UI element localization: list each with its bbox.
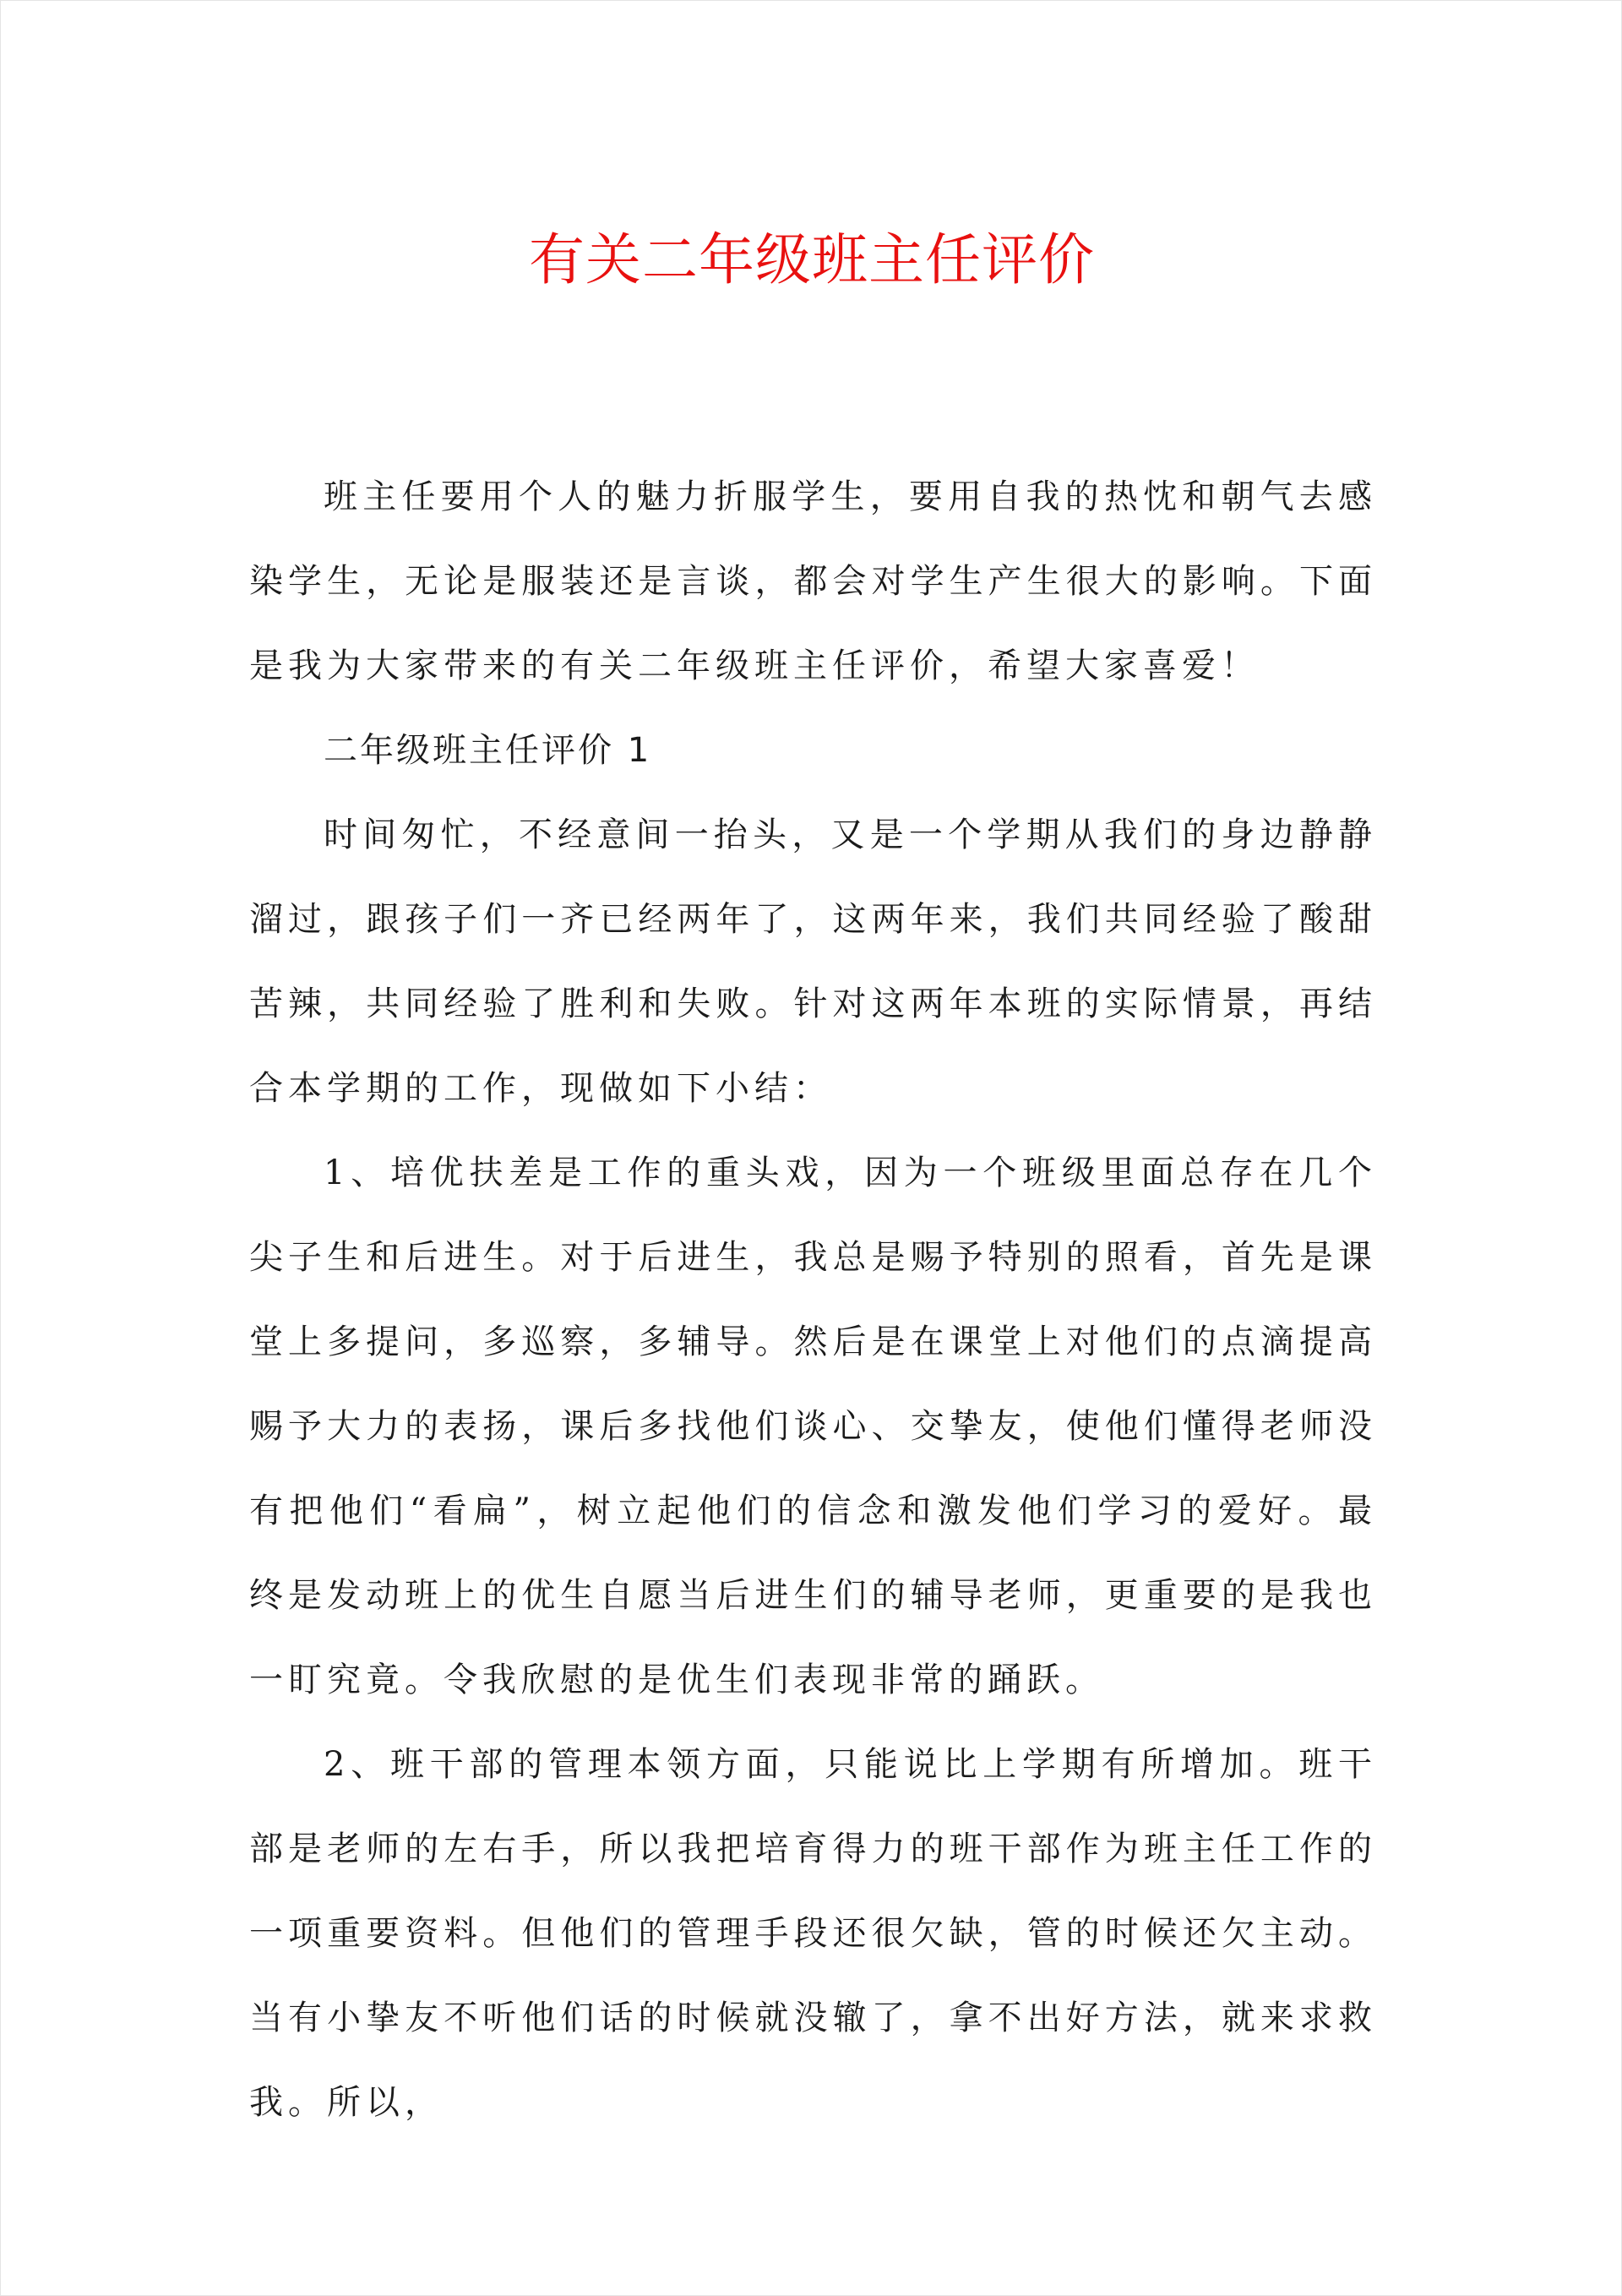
body-paragraph: 1、培优扶差是工作的重头戏，因为一个班级里面总存在几个尖子生和后进生。对于后进生，我总是赐予特别的照看，首先是课堂上多提问，多巡察，多辅导。然后是在课堂上对他们的点滴提高赐予大力的表扬，课后多找他们谈心、交挚友，使他们懂得老师没有把他们“看扁”，树立起他们的信念和激发他们学习的爱好。最终是发动班上的优生自愿当后进生们的辅导老师，更重要的是我也一盯究竟。令我欣慰的是优生们表现非常的踊跃。 (249, 1153, 1377, 1699)
document-body (249, 455, 1377, 2145)
section-heading: 二年级班主任评价 1 (324, 731, 652, 770)
body-paragraph: 2、班干部的管理本领方面，只能说比上学期有所增加。班干部是老师的左右手，所以我把培育得力的班干部作为班主任工作的一项重要资料。但他们的管理手段还很欠缺，管的时候还欠主动。当有小挚友不听他们话的时候就没辙了，拿不出好方法，就来求救我。所以， (249, 1745, 1377, 2122)
intro-paragraph: 班主任要用个人的魅力折服学生，要用自我的热忱和朝气去感染学生，无论是服装还是言谈，都会对学生产生很大的影响。下面是我为大家带来的有关二年级班主任评价，希望大家喜爱！ (249, 477, 1377, 685)
document-title: 有关二年级班主任评价 (529, 227, 1095, 292)
body-paragraph: 时间匆忙，不经意间一抬头，又是一个学期从我们的身边静静溜过，跟孩子们一齐已经两年了，这两年来，我们共同经验了酸甜苦辣，共同经验了胜利和失败。针对这两年本班的实际情景，再结合本学期的工作，现做如下小结： (249, 815, 1377, 1108)
